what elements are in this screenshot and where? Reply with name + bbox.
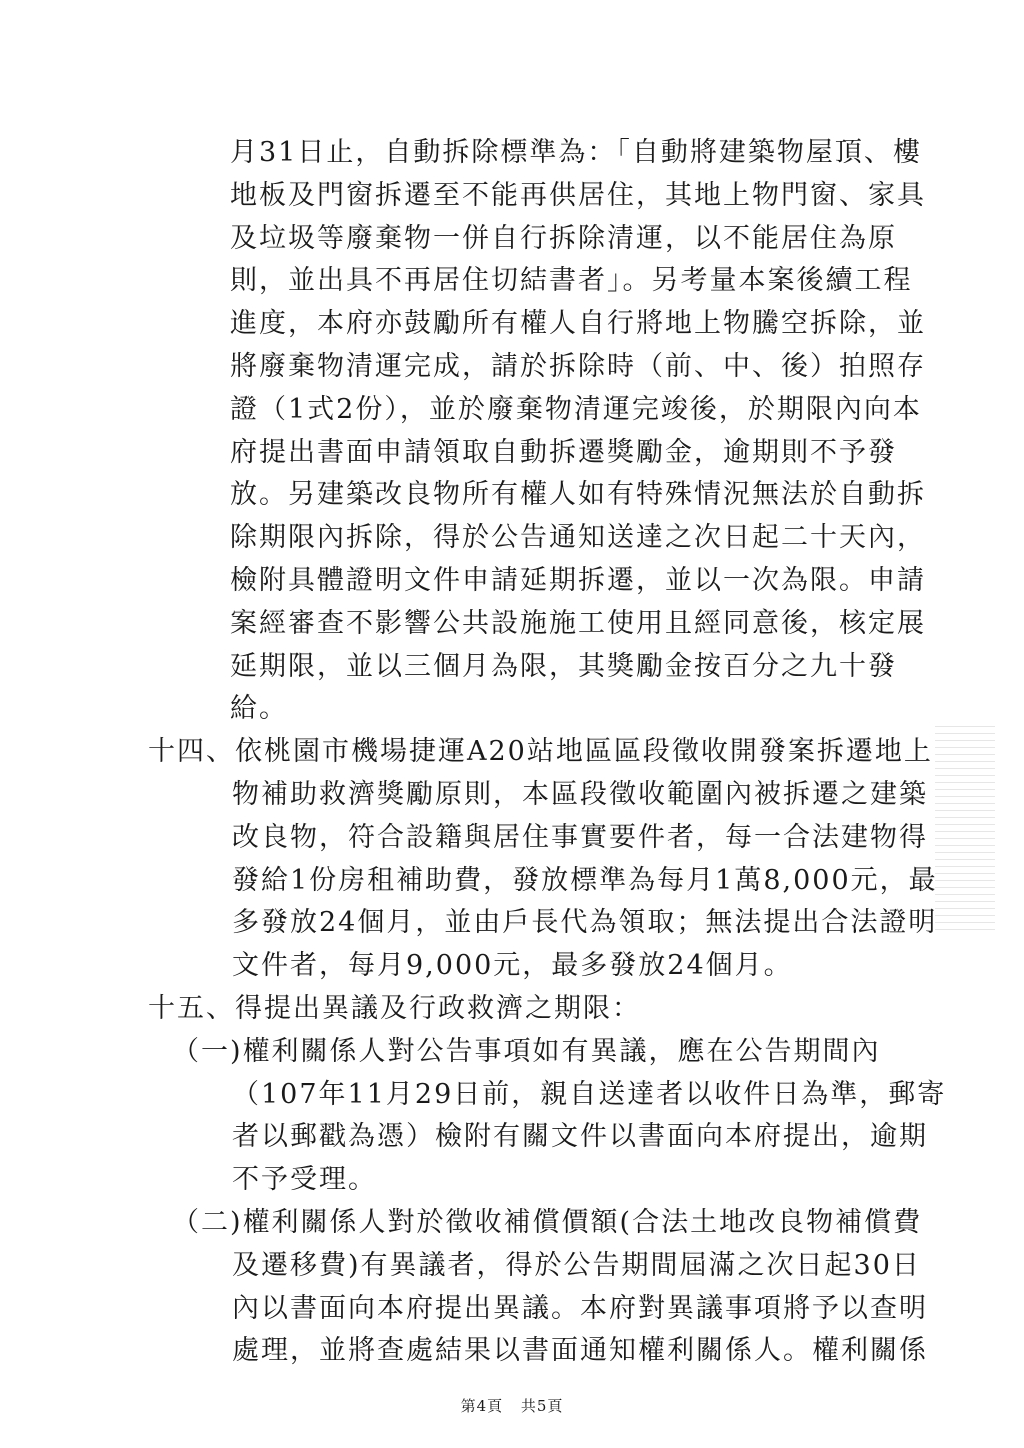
text-line: 進度，本府亦鼓勵所有權人自行將地上物騰空拆除，並 <box>230 308 926 340</box>
text-line: 府提出書面申請領取自動拆遷獎勵金，逾期則不予發 <box>230 436 897 468</box>
page-number: 第4頁 <box>460 1397 504 1415</box>
text-line: 地板及門窗拆遷至不能再供居住，其地上物門窗、家具 <box>230 179 926 211</box>
text-line: 發給1份房租補助費，發放標準為每月1萬8,000元，最 <box>232 864 938 896</box>
text-line: 證（1式2份），並於廢棄物清運完竣後，於期限內向本 <box>230 393 922 425</box>
section-heading-15: 十五、得提出異議及行政救濟之期限： <box>148 993 641 1024</box>
text-line: 給。 <box>230 693 288 725</box>
text-line: 及垃圾等廢棄物一併自行拆除清運，以不能居住為原 <box>230 222 897 254</box>
text-line: 將廢棄物清運完成，請於拆除時（前、中、後）拍照存 <box>230 351 926 382</box>
text-line: 文件者，每月9,000元，最多發放24個月。 <box>232 950 793 982</box>
sub-item-2: （二)權利關係人對於徵收補償價額(合法土地改良物補償費 <box>172 1207 923 1238</box>
text-line: 不予受理。 <box>232 1164 377 1196</box>
text-line: （107年11月29日前，親自送達者以收件日為準，郵寄 <box>232 1078 947 1110</box>
text-line: 月31日止，自動拆除標準為：「自動將建築物屋頂、樓 <box>230 137 922 168</box>
text-line: 改良物，符合設籍與居住事實要件者，每一合法建物得 <box>232 821 928 853</box>
text-line: 者以郵戳為憑）檢附有關文件以書面向本府提出，逾期 <box>232 1121 928 1153</box>
text-line: 放。另建築改良物所有權人如有特殊情況無法於自動拆 <box>230 479 926 511</box>
section-heading-14: 十四、依桃園市機場捷運A20站地區區段徵收開發案拆遷地上 <box>148 736 933 768</box>
text-line: 延期限，並以三個月為限，其獎勵金按百分之九十發 <box>230 650 897 682</box>
text-line: 內以書面向本府提出異議。本府對異議事項將予以查明 <box>232 1292 928 1324</box>
total-pages: 共5頁 <box>520 1397 564 1415</box>
sub-item-1: （一)權利關係人對公告事項如有異議，應在公告期間內 <box>172 1035 881 1067</box>
text-line: 則，並出具不再居住切結書者」。另考量本案後續工程 <box>230 265 913 297</box>
text-line: 及遷移費)有異議者，得於公告期間屆滿之次日起30日 <box>232 1249 921 1281</box>
text-line: 檢附具體證明文件申請延期拆遷，並以一次為限。申請 <box>230 565 926 596</box>
text-line: 除期限內拆除，得於公告通知送達之次日起二十天內， <box>230 522 926 554</box>
text-line: 多發放24個月，並由戶長代為領取；無法提出合法證明 <box>232 907 938 939</box>
page-footer <box>0 1395 1024 1416</box>
faint-stamp-mark <box>935 720 995 930</box>
text-line: 物補助救濟獎勵原則，本區段徵收範圍內被拆遷之建築 <box>232 779 928 810</box>
text-line: 案經審查不影響公共設施施工使用且經同意後，核定展 <box>230 607 926 639</box>
text-line: 處理，並將查處結果以書面通知權利關係人。權利關係 <box>232 1335 928 1367</box>
